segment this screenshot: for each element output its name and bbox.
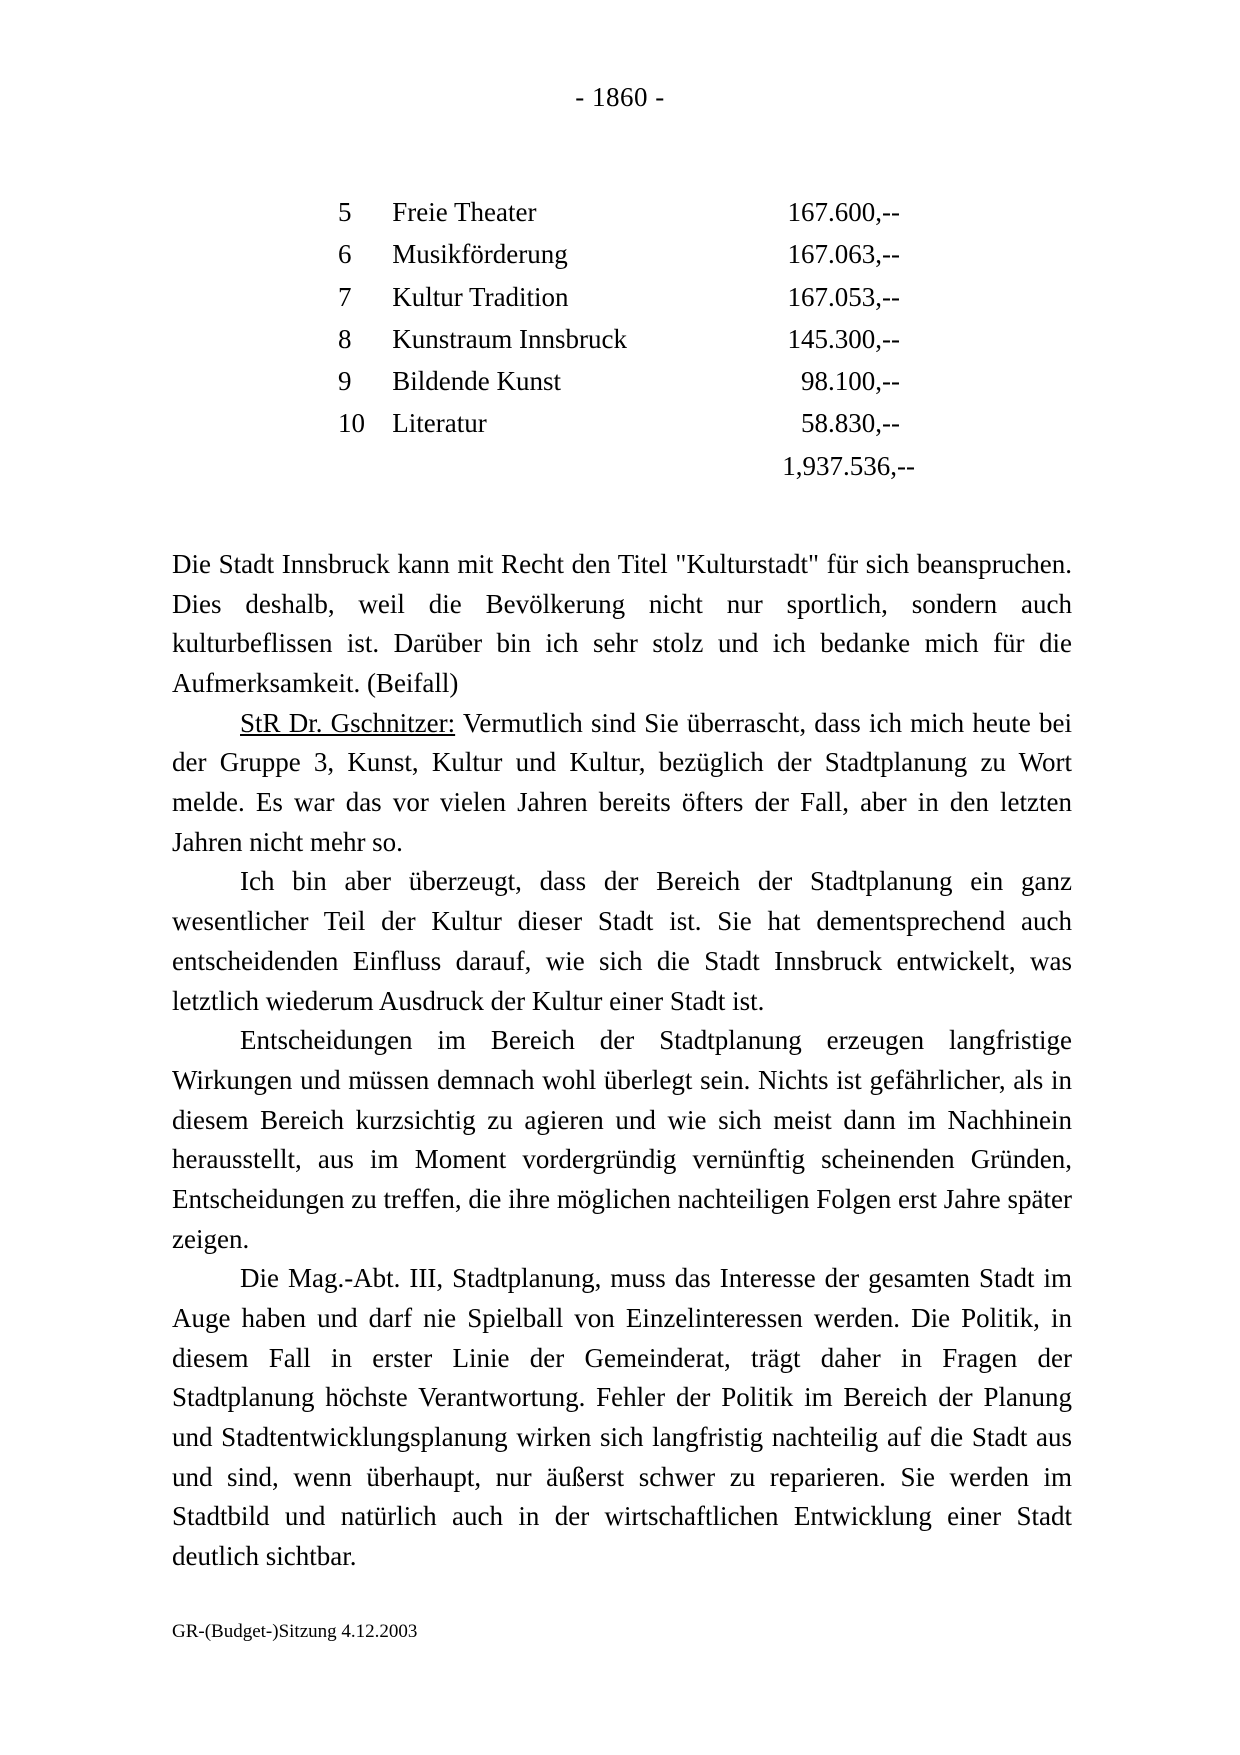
total-spacer-left bbox=[0, 445, 392, 487]
paragraph-5: Die Mag.-Abt. III, Stadtplanung, muss das Interesse der gesamten Stadt im Auge haben und darf nie Spielball von Einzelinteressen werden. Die Politik, in diesem Fall in erster Linie der Gemeinderat, trägt daher in Fragen der Stadtplanung höchste Verantwortung. Fehler der Politik im Bereich der Planung und Stadtentwicklungsplanung wirken sich langfristig nachteilig auf die Stadt aus und sind, wenn überhaupt, nur äußerst schwer zu reparieren. Sie werden im Stadtbild und natürlich auch in der wirtschaftlichen Entwicklung einer Stadt deutlich sichtbar. bbox=[172, 1263, 1072, 1572]
table-total-row bbox=[0, 445, 1240, 487]
row-amount: 167.063,-- bbox=[787, 239, 900, 270]
paragraph-2 bbox=[172, 704, 1072, 863]
budget-table-body bbox=[0, 191, 1240, 487]
row-number: 8 bbox=[338, 323, 352, 354]
row-label: Kultur Tradition bbox=[392, 281, 569, 312]
paragraph-1: Die Stadt Innsbruck kann mit Recht den Titel "Kulturstadt" für sich beanspruchen. Dies deshalb, weil die Bevölkerung nicht nur sportlich, sondern auch kulturbeflissen ist. Darüber bin ich sehr stolz und ich bedanke mich für die Aufmerksamkeit. (Beifall) bbox=[172, 548, 1072, 699]
row-amount: 167.053,-- bbox=[787, 281, 900, 312]
page-number: - 1860 - bbox=[575, 82, 665, 112]
table-row bbox=[0, 360, 1240, 402]
paragraph-3: Ich bin aber überzeugt, dass der Bereich der Stadtplanung ein ganz wesentlicher Teil der Kultur dieser Stadt ist. Sie hat dementsprechend auch entscheidenden Einfluss darauf, wie sich die Stadt Innsbruck entwickelt, was letztlich wiederum Ausdruck der Kultur einer Stadt ist. bbox=[172, 866, 1072, 1016]
speaker-name: StR Dr. Gschnitzer: bbox=[240, 707, 456, 738]
table-row bbox=[0, 233, 1240, 275]
table-row bbox=[0, 276, 1240, 318]
body-text bbox=[172, 545, 1072, 1577]
total-amount: 1,937.536,-- bbox=[782, 450, 915, 481]
table-row bbox=[0, 318, 1240, 360]
row-number: 6 bbox=[338, 239, 352, 270]
table-row bbox=[0, 191, 1240, 233]
row-number: 5 bbox=[338, 197, 352, 227]
row-label: Freie Theater bbox=[392, 197, 537, 227]
row-number: 10 bbox=[338, 408, 365, 439]
row-amount: 145.300,-- bbox=[787, 323, 900, 354]
row-amount: 167.600,-- bbox=[787, 197, 900, 227]
row-label: Literatur bbox=[392, 408, 487, 439]
paragraph-2-text: Vermutlich sind Sie überrascht, dass ich mich heute bei der Gruppe 3, Kunst, Kultur und Kultur, bezüglich der Stadtplanung zu Wort melde. Es war das vor vielen Jahren bereits öfters der Fall, aber in den letzten Jahren nicht mehr so. bbox=[172, 707, 1072, 857]
total-spacer-mid bbox=[392, 445, 757, 487]
row-amount: 58.830,-- bbox=[801, 408, 900, 439]
row-number: 7 bbox=[338, 281, 352, 312]
row-amount: 98.100,-- bbox=[801, 366, 900, 397]
row-label: Bildende Kunst bbox=[392, 366, 562, 397]
table-row bbox=[0, 402, 1240, 444]
paragraph-4: Entscheidungen im Bereich der Stadtplanung erzeugen langfristige Wirkungen und müssen demnach wohl überlegt sein. Nichts ist gefährlicher, als in diesem Bereich kurzsichtig zu agieren und wie sich meist dann im Nachhinein herausstellt, aus im Moment vordergründig vernünftig scheinenden Gründen, Entscheidungen zu treffen, die ihre möglichen nachteiligen Folgen erst Jahre später zeigen. bbox=[172, 1025, 1072, 1254]
row-label: Kunstraum Innsbruck bbox=[392, 323, 627, 354]
row-number: 9 bbox=[338, 366, 352, 397]
page-footer: GR-(Budget-)Sitzung 4.12.2003 bbox=[172, 1621, 418, 1642]
budget-table bbox=[0, 191, 1240, 487]
row-label: Musikförderung bbox=[392, 239, 568, 270]
